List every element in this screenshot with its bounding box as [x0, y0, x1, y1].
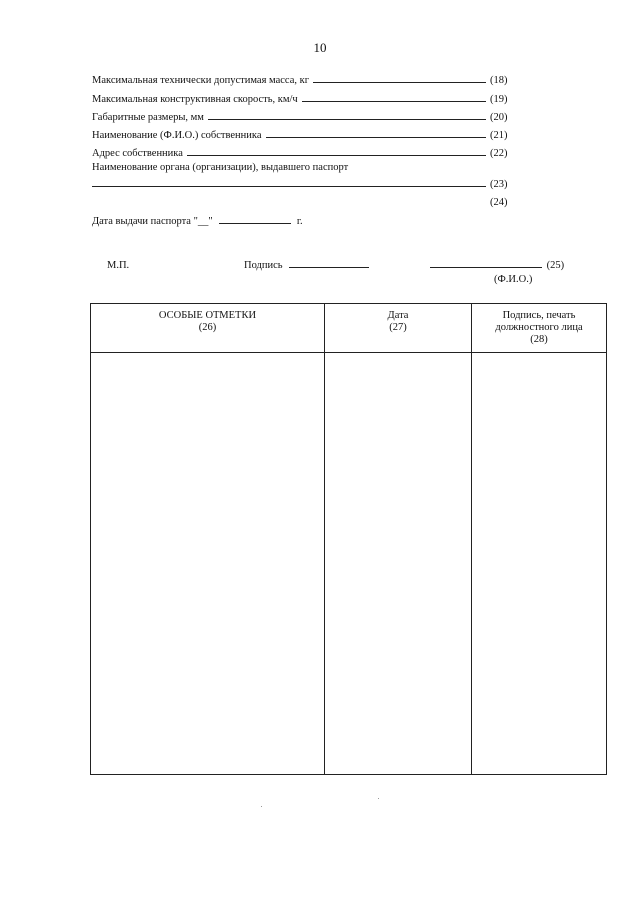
field-number: (20) [490, 112, 508, 123]
signature-line [244, 260, 369, 271]
field-blank [187, 154, 486, 156]
field-number: (24) [490, 197, 508, 208]
field-number: (21) [490, 130, 508, 141]
field-label: Максимальная технически допустимая масса, кг [92, 75, 310, 86]
field-number: (18) [490, 75, 508, 86]
field-blank [92, 185, 486, 187]
field-dimensions [92, 107, 512, 123]
field-owner-address [92, 143, 512, 159]
column-header-special-notes [91, 304, 325, 353]
page-number: 10 [313, 40, 327, 55]
field-blank [208, 118, 486, 120]
scan-speck [261, 806, 262, 807]
name-line [430, 260, 564, 271]
table-cell-notes[interactable] [91, 353, 325, 775]
field-number: (19) [490, 94, 508, 105]
column-title: Дата [387, 310, 409, 321]
field-number: (22) [490, 148, 508, 159]
table-cell-signature[interactable] [472, 353, 607, 775]
field-label: Адрес собственника [92, 148, 183, 159]
issue-date-label: Дата выдачи паспорта "__" [92, 216, 213, 227]
scan-speck [378, 798, 379, 799]
column-header-date [325, 304, 472, 353]
column-header-signature [472, 304, 607, 353]
signature-label: Подпись [244, 260, 283, 271]
field-label: Максимальная конструктивная скорость, км/ч [92, 94, 298, 105]
column-number: (28) [530, 334, 548, 345]
signature-blank [289, 266, 369, 268]
issue-date-line [92, 216, 303, 227]
name-number: (25) [546, 260, 565, 271]
field-issuer-line2 [92, 192, 512, 208]
field-max-speed [92, 89, 512, 105]
issue-date-suffix: г. [296, 216, 303, 227]
issue-date-blank [219, 222, 291, 224]
field-number: (23) [490, 179, 508, 190]
column-title: ОСОБЫЕ ОТМЕТКИ [158, 310, 257, 321]
name-blank [430, 266, 542, 268]
name-caption: (Ф.И.О.) [494, 274, 533, 285]
table-body-row [91, 353, 607, 775]
column-number: (27) [389, 322, 407, 333]
table-cell-date[interactable] [325, 353, 472, 775]
column-title: должностного лица [495, 322, 583, 333]
field-issuer-line1 [92, 174, 512, 190]
field-max-mass [92, 70, 512, 86]
table-header-row [91, 304, 607, 353]
column-title: Подпись, печать [502, 310, 576, 321]
special-notes-table [90, 303, 607, 775]
field-blank [302, 100, 486, 102]
column-number: (26) [198, 322, 217, 333]
issuer-label: Наименование органа (организации), выдавшего паспорт [92, 162, 349, 173]
field-blank [266, 136, 486, 138]
field-blank [313, 81, 486, 83]
field-label: Наименование (Ф.И.О.) собственника [92, 130, 262, 141]
field-owner-name [92, 125, 512, 141]
stamp-label: М.П. [107, 260, 130, 271]
field-label: Габаритные размеры, мм [92, 112, 204, 123]
